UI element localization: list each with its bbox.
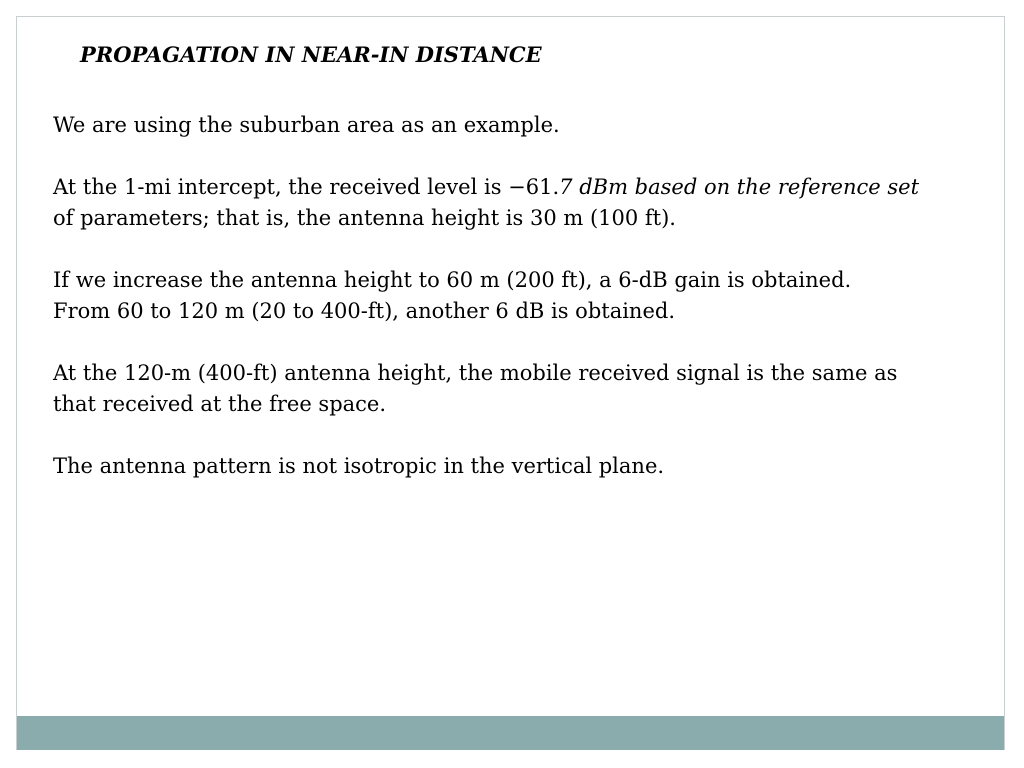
paragraph-text: At the 120-m (400-ft) antenna height, the mobile received signal is the same as [53,361,898,385]
slide-body [53,110,993,513]
paragraph-text: From 60 to 120 m (20 to 400-ft), another 6 dB is obtained. [53,299,676,323]
paragraph-text: If we increase the antenna height to 60 m (200 ft), a 6-dB gain is obtained. [53,268,852,292]
slide-title: PROPAGATION IN NEAR-IN DISTANCE [80,42,542,67]
paragraph-text: The antenna pattern is not isotropic in the vertical plane. [53,454,665,478]
footer-bar [17,716,1004,750]
paragraph-text: We are using the suburban area as an example. [53,113,560,137]
paragraph-text: of parameters; that is, the antenna height is 30 m (100 ft). [53,206,676,230]
paragraph-text: At the 1-mi intercept, the received level is −61. [53,175,560,199]
paragraph-suburban-example [53,110,993,141]
paragraph-free-space [53,358,993,420]
italic-text: 7 dBm based on the reference set [559,175,920,199]
paragraph-isotropic [53,451,993,482]
paragraph-antenna-gain [53,265,993,327]
paragraph-text: that received at the free space. [53,392,387,416]
paragraph-received-level [53,172,993,234]
